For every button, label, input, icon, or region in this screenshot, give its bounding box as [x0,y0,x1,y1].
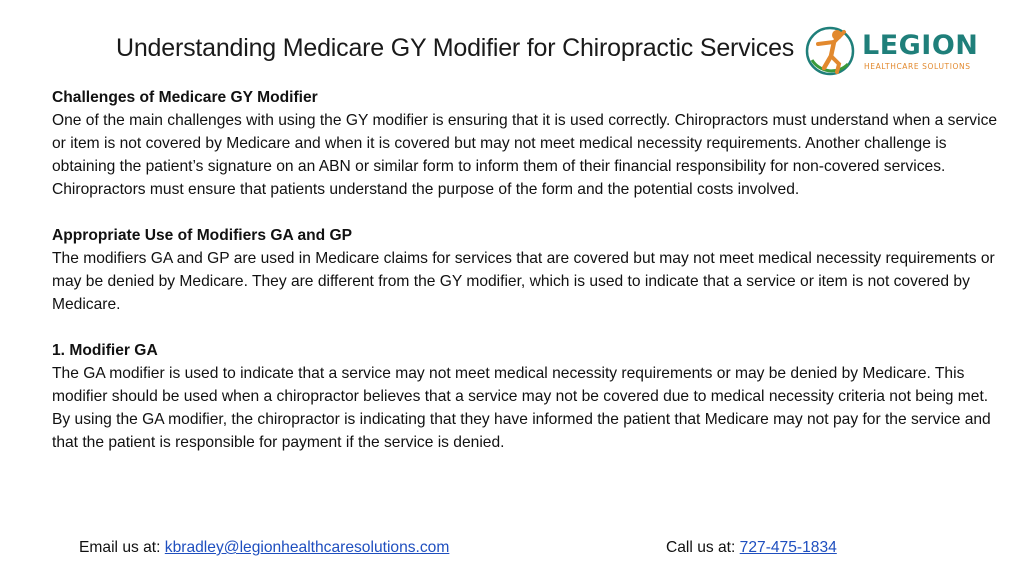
email-link[interactable]: kbradley@legionhealthcaresolutions.com [164,539,450,556]
section-modifiers-ga-gp [52,224,1002,316]
phone-label: Call us at: [666,539,740,556]
section-modifier-ga [52,339,1002,454]
phone-link[interactable]: 727-475-1834 [739,539,837,556]
section-body: The modifiers GA and GP are used in Medicare claims for services that are covered but may not meet medical necessity requirements or may be denied by Medicare. They are different from the GY modifier, which is used to indicate that a service or item is not covered by Medicare. [52,250,995,313]
section-heading: 1. Modifier GA [52,342,158,359]
page-title: Understanding Medicare GY Modifier for Chiropractic Services [116,34,795,62]
footer-email [79,539,449,557]
logo-wordmark: LEGION [862,30,979,61]
logo-tagline: HEALTHCARE SOLUTIONS [864,62,971,71]
main-content [52,86,1002,477]
legion-person-icon [804,22,860,80]
section-heading: Appropriate Use of Modifiers GA and GP [52,227,353,244]
section-body: One of the main challenges with using the GY modifier is ensuring that it is used correctly. Chiropractors must understand when a service or item is not covered by Medicare and when it is covered but may not meet medical necessity requirements. Another challenge is obtaining the patient’s signature on an ABN or similar form to inform them of their financial responsibility for non-covered services. Chiropractors must ensure that patients understand the purpose of the form and the potential costs involved. [52,112,998,198]
section-challenges [52,86,1002,201]
email-label: Email us at: [79,539,165,556]
footer-phone [666,539,837,557]
company-logo [804,22,984,80]
section-body: The GA modifier is used to indicate that a service may not meet medical necessity requirements or may be denied by Medicare. This modifier should be used when a chiropractor believes that a service may not be covered due to medical necessity criteria not being met. By using the GA modifier, the chiropractor is indicating that they have informed the patient that Medicare may not pay for the service and that the patient is responsible for payment if the service is denied. [52,365,991,451]
section-heading: Challenges of Medicare GY Modifier [52,89,318,106]
